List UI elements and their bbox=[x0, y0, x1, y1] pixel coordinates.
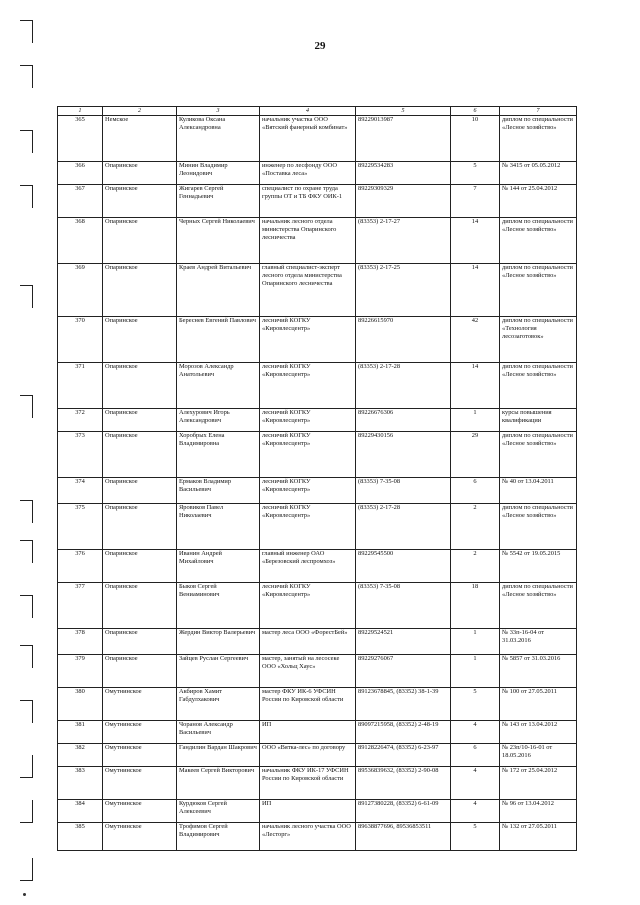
name-cell: Краев Андрей Витальевич bbox=[177, 264, 260, 317]
phone-cell: (83353) 2-17-27 bbox=[356, 218, 451, 264]
qualification-cell: диплом по специальности «Лесное хозяйство» bbox=[500, 432, 577, 478]
district-cell: Опаринское bbox=[103, 218, 177, 264]
binding-mark bbox=[20, 858, 33, 881]
phone-cell: (83353) 7-35-08 bbox=[356, 478, 451, 504]
phone-cell: 89229534283 bbox=[356, 162, 451, 185]
row-number: 385 bbox=[58, 823, 103, 851]
table-row bbox=[58, 629, 577, 655]
name-cell: Яровиков Павел Николаевич bbox=[177, 504, 260, 550]
position-cell: лесничий КОГКУ «Кировлесцентр» bbox=[260, 583, 356, 629]
table-row bbox=[58, 504, 577, 550]
experience-cell: 14 bbox=[451, 218, 500, 264]
qualification-cell: диплом по специальности «Лесное хозяйство» bbox=[500, 583, 577, 629]
table-row bbox=[58, 432, 577, 478]
row-number: 384 bbox=[58, 800, 103, 823]
position-cell: начальник ФКУ ИК-17 УФСИН России по Кировской области bbox=[260, 767, 356, 800]
qualification-cell: № 5542 от 19.05.2015 bbox=[500, 550, 577, 583]
row-number: 370 bbox=[58, 317, 103, 363]
experience-cell: 7 bbox=[451, 185, 500, 218]
binding-mark bbox=[20, 755, 33, 778]
qualification-cell: диплом по специальности «Технология лесозаготовок» bbox=[500, 317, 577, 363]
experience-cell: 5 bbox=[451, 823, 500, 851]
position-cell: специалист по охране труда группы ОТ и ТБ ФКУ ОИК-1 bbox=[260, 185, 356, 218]
binding-marks bbox=[0, 0, 30, 905]
row-number: 376 bbox=[58, 550, 103, 583]
name-cell: Жердин Виктор Валерьевич bbox=[177, 629, 260, 655]
binding-mark bbox=[20, 540, 33, 563]
name-cell: Куликова Оксана Александровна bbox=[177, 116, 260, 162]
experience-cell: 14 bbox=[451, 363, 500, 409]
name-cell: Морозов Александр Анатольевич bbox=[177, 363, 260, 409]
qualification-cell: курсы повышения квалификации bbox=[500, 409, 577, 432]
row-number: 365 bbox=[58, 116, 103, 162]
binding-mark bbox=[20, 130, 33, 153]
table-row bbox=[58, 721, 577, 744]
name-cell: Трофимов Сергей Владимирович bbox=[177, 823, 260, 851]
qualification-cell: № 96 от 13.04.2012 bbox=[500, 800, 577, 823]
district-cell: Опаринское bbox=[103, 550, 177, 583]
table-row bbox=[58, 317, 577, 363]
qualification-cell: № 143 от 13.04.2012 bbox=[500, 721, 577, 744]
row-number: 381 bbox=[58, 721, 103, 744]
page-number: 29 bbox=[314, 40, 326, 52]
phone-cell: 89536839632, (83352) 2-90-08 bbox=[356, 767, 451, 800]
row-number: 380 bbox=[58, 688, 103, 721]
qualification-cell: диплом по специальности «Лесное хозяйство» bbox=[500, 116, 577, 162]
column-header: 5 bbox=[356, 107, 451, 116]
row-number: 378 bbox=[58, 629, 103, 655]
district-cell: Опаринское bbox=[103, 264, 177, 317]
experience-cell: 10 bbox=[451, 116, 500, 162]
qualification-cell: диплом по специальности «Лесное хозяйство» bbox=[500, 363, 577, 409]
position-cell: начальник лесного отдела министерства Опаринского лесничества bbox=[260, 218, 356, 264]
position-cell: начальник лесного участка ООО «Лесторг» bbox=[260, 823, 356, 851]
binding-mark bbox=[20, 65, 33, 88]
district-cell: Опаринское bbox=[103, 655, 177, 688]
position-cell: лесничий КОГКУ «Кировлесцентр» bbox=[260, 478, 356, 504]
position-cell: лесничий КОГКУ «Кировлесцентр» bbox=[260, 363, 356, 409]
row-number: 374 bbox=[58, 478, 103, 504]
experience-cell: 1 bbox=[451, 409, 500, 432]
experience-cell: 5 bbox=[451, 688, 500, 721]
phone-cell: 89128226474, (83352) 6-23-97 bbox=[356, 744, 451, 767]
table-row bbox=[58, 800, 577, 823]
binding-dot bbox=[23, 893, 26, 896]
table-row bbox=[58, 185, 577, 218]
table-row bbox=[58, 162, 577, 185]
name-cell: Минин Владимир Леонидович bbox=[177, 162, 260, 185]
name-cell: Черных Сергей Николаевич bbox=[177, 218, 260, 264]
row-number: 366 bbox=[58, 162, 103, 185]
table-row bbox=[58, 823, 577, 851]
district-cell: Омутнинское bbox=[103, 721, 177, 744]
table-row bbox=[58, 218, 577, 264]
district-cell: Опаринское bbox=[103, 478, 177, 504]
experience-cell: 4 bbox=[451, 721, 500, 744]
binding-mark bbox=[20, 285, 33, 308]
experience-cell: 6 bbox=[451, 478, 500, 504]
header-row bbox=[58, 107, 577, 116]
row-number: 367 bbox=[58, 185, 103, 218]
qualification-cell: диплом по специальности «Лесное хозяйство» bbox=[500, 264, 577, 317]
qualification-cell: № 132 от 27.05.2011 bbox=[500, 823, 577, 851]
phone-cell: 89226676306 bbox=[356, 409, 451, 432]
district-cell: Немское bbox=[103, 116, 177, 162]
table-row bbox=[58, 409, 577, 432]
experience-cell: 29 bbox=[451, 432, 500, 478]
position-cell: мастер ФКУ ИК-6 УФСИН России по Кировской области bbox=[260, 688, 356, 721]
phone-cell: 89229430156 bbox=[356, 432, 451, 478]
position-cell: мастер леса ООО «ФорестБей» bbox=[260, 629, 356, 655]
row-number: 382 bbox=[58, 744, 103, 767]
name-cell: Быков Сергей Вениаминович bbox=[177, 583, 260, 629]
table-row bbox=[58, 767, 577, 800]
phone-cell: 89229545500 bbox=[356, 550, 451, 583]
phone-cell: 89226615970 bbox=[356, 317, 451, 363]
phone-cell: 89229524521 bbox=[356, 629, 451, 655]
position-cell: ИП bbox=[260, 800, 356, 823]
row-number: 368 bbox=[58, 218, 103, 264]
district-cell: Опаринское bbox=[103, 583, 177, 629]
district-cell: Опаринское bbox=[103, 432, 177, 478]
position-cell: ООО «Вятка-лес» по договору bbox=[260, 744, 356, 767]
phone-cell: (83353) 2-17-28 bbox=[356, 363, 451, 409]
phone-cell: 89127380228, (83352) 6-61-09 bbox=[356, 800, 451, 823]
name-cell: Ермаков Владимир Васильевич bbox=[177, 478, 260, 504]
phone-cell: (83353) 7-35-08 bbox=[356, 583, 451, 629]
district-cell: Омутнинское bbox=[103, 688, 177, 721]
phone-cell: 89123678845, (83352) 38-1-39 bbox=[356, 688, 451, 721]
table-row bbox=[58, 363, 577, 409]
row-number: 375 bbox=[58, 504, 103, 550]
phone-cell: 89097215958, (83352) 2-48-19 bbox=[356, 721, 451, 744]
table-row bbox=[58, 583, 577, 629]
row-number: 379 bbox=[58, 655, 103, 688]
qualification-cell: № 40 от 13.04.2011 bbox=[500, 478, 577, 504]
phone-cell: (83353) 2-17-25 bbox=[356, 264, 451, 317]
experience-cell: 1 bbox=[451, 655, 500, 688]
qualification-cell: диплом по специальности «Лесное хозяйство» bbox=[500, 218, 577, 264]
binding-mark bbox=[20, 700, 33, 723]
table-row bbox=[58, 688, 577, 721]
district-cell: Опаринское bbox=[103, 363, 177, 409]
name-cell: Акбиров Хамит Габдулхакович bbox=[177, 688, 260, 721]
registry-table bbox=[57, 106, 577, 851]
position-cell: мастер, занятый на лесосеке ООО «Хольц Хаус» bbox=[260, 655, 356, 688]
column-header: 6 bbox=[451, 107, 500, 116]
table-row bbox=[58, 550, 577, 583]
position-cell: лесничий КОГКУ «Кировлесцентр» bbox=[260, 432, 356, 478]
row-number: 373 bbox=[58, 432, 103, 478]
experience-cell: 4 bbox=[451, 767, 500, 800]
table-row bbox=[58, 478, 577, 504]
binding-mark bbox=[20, 395, 33, 418]
row-number: 372 bbox=[58, 409, 103, 432]
name-cell: Макеев Сергей Викторович bbox=[177, 767, 260, 800]
phone-cell: 89229013987 bbox=[356, 116, 451, 162]
experience-cell: 18 bbox=[451, 583, 500, 629]
qualification-cell: диплом по специальности «Лесное хозяйство» bbox=[500, 504, 577, 550]
position-cell: начальник участка ООО «Вятский фанерный комбинат» bbox=[260, 116, 356, 162]
binding-mark bbox=[20, 800, 33, 823]
position-cell: инженер по лесфонду ООО «Поставка леса» bbox=[260, 162, 356, 185]
experience-cell: 14 bbox=[451, 264, 500, 317]
qualification-cell: № 5857 от 31.03.2016 bbox=[500, 655, 577, 688]
column-header: 1 bbox=[58, 107, 103, 116]
phone-cell: (83353) 2-17-28 bbox=[356, 504, 451, 550]
column-header: 4 bbox=[260, 107, 356, 116]
row-number: 377 bbox=[58, 583, 103, 629]
position-cell: главный инженер ОАО «Березовский леспромхоз» bbox=[260, 550, 356, 583]
table-row bbox=[58, 655, 577, 688]
experience-cell: 2 bbox=[451, 550, 500, 583]
district-cell: Омутнинское bbox=[103, 767, 177, 800]
experience-cell: 42 bbox=[451, 317, 500, 363]
district-cell: Опаринское bbox=[103, 629, 177, 655]
table-row bbox=[58, 116, 577, 162]
table-row bbox=[58, 744, 577, 767]
phone-cell: 89229309329 bbox=[356, 185, 451, 218]
name-cell: Жигарев Сергей Геннадьевич bbox=[177, 185, 260, 218]
district-cell: Омутнинское bbox=[103, 744, 177, 767]
qualification-cell: № 172 от 25.04.2012 bbox=[500, 767, 577, 800]
phone-cell: 89229276067 bbox=[356, 655, 451, 688]
row-number: 369 bbox=[58, 264, 103, 317]
binding-mark bbox=[20, 645, 33, 668]
binding-mark bbox=[20, 595, 33, 618]
experience-cell: 6 bbox=[451, 744, 500, 767]
column-header: 7 bbox=[500, 107, 577, 116]
position-cell: лесничий КОГКУ «Кировлесцентр» bbox=[260, 504, 356, 550]
district-cell: Омутнинское bbox=[103, 823, 177, 851]
district-cell: Опаринское bbox=[103, 185, 177, 218]
column-header: 2 bbox=[103, 107, 177, 116]
district-cell: Опаринское bbox=[103, 317, 177, 363]
experience-cell: 4 bbox=[451, 800, 500, 823]
qualification-cell: № 144 от 25.04.2012 bbox=[500, 185, 577, 218]
position-cell: лесничий КОГКУ «Кировлесцентр» bbox=[260, 317, 356, 363]
phone-cell: 89638877696, 89536853511 bbox=[356, 823, 451, 851]
name-cell: Хоробрых Елена Владимировна bbox=[177, 432, 260, 478]
name-cell: Алехурович Игорь Александрович bbox=[177, 409, 260, 432]
position-cell: главный специалист-эксперт лесного отдела министерства Опаринского лесничества bbox=[260, 264, 356, 317]
district-cell: Опаринское bbox=[103, 409, 177, 432]
experience-cell: 1 bbox=[451, 629, 500, 655]
qualification-cell: № 3415 от 05.05.2012 bbox=[500, 162, 577, 185]
name-cell: Береснев Евгений Павлович bbox=[177, 317, 260, 363]
experience-cell: 5 bbox=[451, 162, 500, 185]
name-cell: Гандилин Вардан Шакрович bbox=[177, 744, 260, 767]
row-number: 383 bbox=[58, 767, 103, 800]
district-cell: Омутнинское bbox=[103, 800, 177, 823]
experience-cell: 2 bbox=[451, 504, 500, 550]
name-cell: Иванин Андрей Михайлович bbox=[177, 550, 260, 583]
position-cell: лесничий КОГКУ «Кировлесцентр» bbox=[260, 409, 356, 432]
binding-mark bbox=[20, 185, 33, 208]
qualification-cell: № 100 от 27.05.2011 bbox=[500, 688, 577, 721]
position-cell: ИП bbox=[260, 721, 356, 744]
name-cell: Зайцев Руслан Сергеевич bbox=[177, 655, 260, 688]
row-number: 371 bbox=[58, 363, 103, 409]
column-header: 3 bbox=[177, 107, 260, 116]
district-cell: Опаринское bbox=[103, 162, 177, 185]
name-cell: Курдюков Сергей Алексеевич bbox=[177, 800, 260, 823]
qualification-cell: № 33п-16-04 от 31.03.2016 bbox=[500, 629, 577, 655]
qualification-cell: № 23п/10-16-01 от 18.05.2016 bbox=[500, 744, 577, 767]
name-cell: Чоранов Александр Васильевич bbox=[177, 721, 260, 744]
binding-mark bbox=[20, 500, 33, 523]
district-cell: Опаринское bbox=[103, 504, 177, 550]
table-row bbox=[58, 264, 577, 317]
